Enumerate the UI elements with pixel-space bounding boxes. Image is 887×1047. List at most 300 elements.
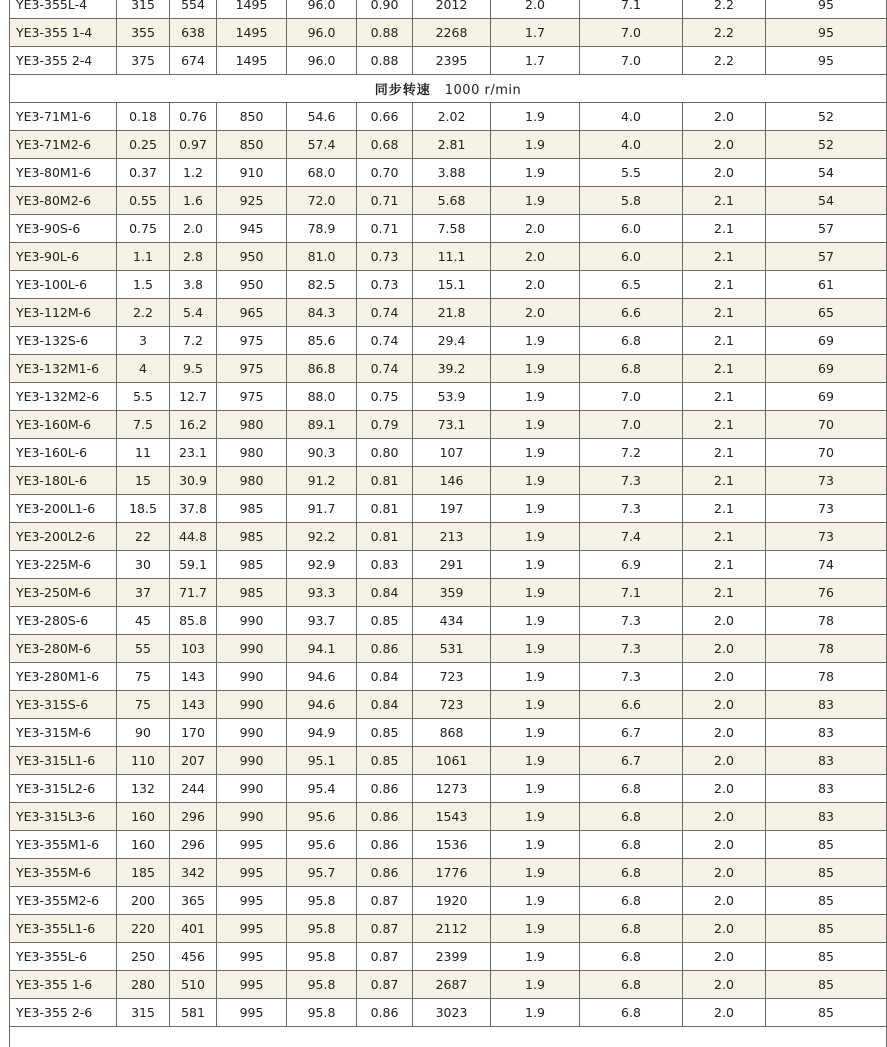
- value-cell: 0.87: [357, 943, 413, 971]
- value-cell: 170: [170, 719, 217, 747]
- value-cell: 1.9: [491, 803, 580, 831]
- value-cell: 554: [170, 0, 217, 19]
- table-row: [10, 383, 887, 411]
- value-cell: 68.0: [287, 159, 357, 187]
- value-cell: 52: [766, 103, 887, 131]
- value-cell: 990: [217, 635, 287, 663]
- value-cell: 985: [217, 551, 287, 579]
- section-title: 同步转速: [375, 83, 431, 98]
- table-row: [10, 523, 887, 551]
- value-cell: 94.1: [287, 635, 357, 663]
- value-cell: 3.8: [170, 271, 217, 299]
- value-cell: 2.0: [683, 663, 766, 691]
- value-cell: 88.0: [287, 383, 357, 411]
- value-cell: 85: [766, 915, 887, 943]
- value-cell: 2.2: [683, 19, 766, 47]
- value-cell: 2399: [413, 943, 491, 971]
- value-cell: 0.84: [357, 663, 413, 691]
- table-tail-cell: [10, 1027, 887, 1047]
- value-cell: 73: [766, 495, 887, 523]
- value-cell: 96.0: [287, 19, 357, 47]
- value-cell: 0.86: [357, 775, 413, 803]
- six-pole-rows: [10, 103, 887, 1027]
- value-cell: 6.8: [580, 355, 683, 383]
- value-cell: 2.2: [117, 299, 170, 327]
- value-cell: 2.0: [683, 635, 766, 663]
- value-cell: 1.9: [491, 719, 580, 747]
- value-cell: 296: [170, 831, 217, 859]
- value-cell: 0.74: [357, 355, 413, 383]
- value-cell: 73: [766, 523, 887, 551]
- value-cell: 980: [217, 439, 287, 467]
- value-cell: 1495: [217, 0, 287, 19]
- value-cell: 244: [170, 775, 217, 803]
- value-cell: 69: [766, 383, 887, 411]
- value-cell: 2.1: [683, 187, 766, 215]
- model-cell: YE3-315M-6: [10, 719, 117, 747]
- value-cell: 61: [766, 271, 887, 299]
- value-cell: 945: [217, 215, 287, 243]
- value-cell: 1.9: [491, 411, 580, 439]
- value-cell: 1.9: [491, 439, 580, 467]
- value-cell: 213: [413, 523, 491, 551]
- value-cell: 2.1: [683, 243, 766, 271]
- value-cell: 5.5: [117, 383, 170, 411]
- value-cell: 355: [117, 19, 170, 47]
- table-row: [10, 187, 887, 215]
- value-cell: 985: [217, 495, 287, 523]
- value-cell: 0.74: [357, 299, 413, 327]
- value-cell: 531: [413, 635, 491, 663]
- value-cell: 2.0: [683, 607, 766, 635]
- value-cell: 207: [170, 747, 217, 775]
- value-cell: 6.8: [580, 803, 683, 831]
- value-cell: 30: [117, 551, 170, 579]
- value-cell: 2.0: [683, 803, 766, 831]
- value-cell: 2.0: [683, 719, 766, 747]
- value-cell: 510: [170, 971, 217, 999]
- value-cell: 1.9: [491, 635, 580, 663]
- value-cell: 2.8: [170, 243, 217, 271]
- value-cell: 76: [766, 579, 887, 607]
- value-cell: 57.4: [287, 131, 357, 159]
- value-cell: 6.7: [580, 747, 683, 775]
- value-cell: 0.86: [357, 859, 413, 887]
- model-cell: YE3-315S-6: [10, 691, 117, 719]
- value-cell: 83: [766, 747, 887, 775]
- value-cell: 2.2: [683, 47, 766, 75]
- table-row: [10, 243, 887, 271]
- value-cell: 0.18: [117, 103, 170, 131]
- value-cell: 0.86: [357, 803, 413, 831]
- value-cell: 1.9: [491, 551, 580, 579]
- value-cell: 143: [170, 663, 217, 691]
- value-cell: 0.71: [357, 187, 413, 215]
- value-cell: 197: [413, 495, 491, 523]
- model-cell: YE3-90L-6: [10, 243, 117, 271]
- value-cell: 296: [170, 803, 217, 831]
- value-cell: 132: [117, 775, 170, 803]
- table-tail: [10, 1027, 887, 1047]
- value-cell: 1.2: [170, 159, 217, 187]
- value-cell: 0.85: [357, 607, 413, 635]
- value-cell: 2.0: [491, 215, 580, 243]
- value-cell: 6.7: [580, 719, 683, 747]
- value-cell: 975: [217, 327, 287, 355]
- value-cell: 1.9: [491, 523, 580, 551]
- value-cell: 95.8: [287, 943, 357, 971]
- value-cell: 1.6: [170, 187, 217, 215]
- model-cell: YE3-80M2-6: [10, 187, 117, 215]
- value-cell: 0.76: [170, 103, 217, 131]
- value-cell: 4: [117, 355, 170, 383]
- model-cell: YE3-200L1-6: [10, 495, 117, 523]
- value-cell: 1.9: [491, 383, 580, 411]
- value-cell: 4.0: [580, 103, 683, 131]
- table-row: [10, 999, 887, 1027]
- value-cell: 1.9: [491, 355, 580, 383]
- value-cell: 0.80: [357, 439, 413, 467]
- table-row: [10, 831, 887, 859]
- value-cell: 94.6: [287, 691, 357, 719]
- value-cell: 83: [766, 775, 887, 803]
- value-cell: 2.0: [491, 0, 580, 19]
- value-cell: 0.55: [117, 187, 170, 215]
- model-cell: YE3-355 1-6: [10, 971, 117, 999]
- value-cell: 995: [217, 887, 287, 915]
- value-cell: 0.71: [357, 215, 413, 243]
- value-cell: 1.9: [491, 943, 580, 971]
- value-cell: 456: [170, 943, 217, 971]
- value-cell: 71.7: [170, 579, 217, 607]
- model-cell: YE3-132M1-6: [10, 355, 117, 383]
- value-cell: 1.9: [491, 999, 580, 1027]
- value-cell: 2.0: [683, 691, 766, 719]
- value-cell: 1.9: [491, 467, 580, 495]
- table-row: [10, 19, 887, 47]
- value-cell: 2.0: [683, 747, 766, 775]
- value-cell: 0.81: [357, 523, 413, 551]
- value-cell: 980: [217, 411, 287, 439]
- value-cell: 96.0: [287, 47, 357, 75]
- value-cell: 6.8: [580, 327, 683, 355]
- value-cell: 7.5: [117, 411, 170, 439]
- table-row: [10, 663, 887, 691]
- table-row: [10, 691, 887, 719]
- value-cell: 83: [766, 691, 887, 719]
- value-cell: 69: [766, 355, 887, 383]
- value-cell: 910: [217, 159, 287, 187]
- table-row: [10, 579, 887, 607]
- table-row: [10, 943, 887, 971]
- value-cell: 990: [217, 691, 287, 719]
- value-cell: 73: [766, 467, 887, 495]
- table-row: [10, 47, 887, 75]
- value-cell: 75: [117, 663, 170, 691]
- model-cell: YE3-200L2-6: [10, 523, 117, 551]
- table-row: [10, 747, 887, 775]
- value-cell: 2.0: [491, 271, 580, 299]
- value-cell: 995: [217, 999, 287, 1027]
- model-cell: YE3-355M1-6: [10, 831, 117, 859]
- value-cell: 6.6: [580, 299, 683, 327]
- value-cell: 638: [170, 19, 217, 47]
- value-cell: 950: [217, 271, 287, 299]
- value-cell: 280: [117, 971, 170, 999]
- table-row: [10, 327, 887, 355]
- value-cell: 0.75: [357, 383, 413, 411]
- model-cell: YE3-80M1-6: [10, 159, 117, 187]
- model-cell: YE3-90S-6: [10, 215, 117, 243]
- model-cell: YE3-160M-6: [10, 411, 117, 439]
- table-row: [10, 719, 887, 747]
- value-cell: 0.66: [357, 103, 413, 131]
- table-row: [10, 495, 887, 523]
- value-cell: 1273: [413, 775, 491, 803]
- model-cell: YE3-355L1-6: [10, 915, 117, 943]
- value-cell: 0.84: [357, 691, 413, 719]
- table-row: [10, 439, 887, 467]
- value-cell: 6.8: [580, 887, 683, 915]
- value-cell: 2.1: [683, 579, 766, 607]
- value-cell: 375: [117, 47, 170, 75]
- value-cell: 146: [413, 467, 491, 495]
- value-cell: 995: [217, 943, 287, 971]
- value-cell: 2.02: [413, 103, 491, 131]
- value-cell: 15: [117, 467, 170, 495]
- value-cell: 1.9: [491, 187, 580, 215]
- value-cell: 6.0: [580, 243, 683, 271]
- value-cell: 1.9: [491, 131, 580, 159]
- value-cell: 12.7: [170, 383, 217, 411]
- value-cell: 7.0: [580, 47, 683, 75]
- table-row: [10, 803, 887, 831]
- value-cell: 365: [170, 887, 217, 915]
- value-cell: 2.1: [683, 467, 766, 495]
- value-cell: 44.8: [170, 523, 217, 551]
- value-cell: 2687: [413, 971, 491, 999]
- value-cell: 1.9: [491, 831, 580, 859]
- value-cell: 2.0: [683, 159, 766, 187]
- table-row: [10, 635, 887, 663]
- value-cell: 95: [766, 47, 887, 75]
- value-cell: 975: [217, 355, 287, 383]
- value-cell: 250: [117, 943, 170, 971]
- value-cell: 72.0: [287, 187, 357, 215]
- value-cell: 95.8: [287, 915, 357, 943]
- value-cell: 57: [766, 215, 887, 243]
- value-cell: 990: [217, 719, 287, 747]
- value-cell: 674: [170, 47, 217, 75]
- value-cell: 723: [413, 663, 491, 691]
- value-cell: 2.1: [683, 271, 766, 299]
- value-cell: 1.9: [491, 915, 580, 943]
- value-cell: 965: [217, 299, 287, 327]
- value-cell: 2.0: [683, 775, 766, 803]
- value-cell: 2112: [413, 915, 491, 943]
- value-cell: 85: [766, 831, 887, 859]
- value-cell: 2.0: [491, 299, 580, 327]
- value-cell: 9.5: [170, 355, 217, 383]
- value-cell: 0.88: [357, 47, 413, 75]
- section-header-row: [10, 75, 887, 103]
- value-cell: 85: [766, 859, 887, 887]
- value-cell: 220: [117, 915, 170, 943]
- value-cell: 0.87: [357, 971, 413, 999]
- value-cell: 6.6: [580, 691, 683, 719]
- value-cell: 1.9: [491, 495, 580, 523]
- value-cell: 86.8: [287, 355, 357, 383]
- value-cell: 3: [117, 327, 170, 355]
- value-cell: 185: [117, 859, 170, 887]
- value-cell: 7.58: [413, 215, 491, 243]
- table-row: [10, 103, 887, 131]
- value-cell: 92.9: [287, 551, 357, 579]
- table-row: [10, 131, 887, 159]
- value-cell: 1061: [413, 747, 491, 775]
- value-cell: 2.0: [683, 971, 766, 999]
- value-cell: 7.2: [170, 327, 217, 355]
- value-cell: 7.0: [580, 383, 683, 411]
- value-cell: 160: [117, 803, 170, 831]
- value-cell: 29.4: [413, 327, 491, 355]
- value-cell: 2.1: [683, 495, 766, 523]
- table-row: [10, 411, 887, 439]
- value-cell: 2.0: [683, 131, 766, 159]
- value-cell: 54: [766, 187, 887, 215]
- value-cell: 925: [217, 187, 287, 215]
- value-cell: 1.9: [491, 103, 580, 131]
- value-cell: 0.68: [357, 131, 413, 159]
- value-cell: 91.7: [287, 495, 357, 523]
- value-cell: 1.1: [117, 243, 170, 271]
- value-cell: 5.68: [413, 187, 491, 215]
- value-cell: 65: [766, 299, 887, 327]
- table-row: [10, 355, 887, 383]
- value-cell: 7.4: [580, 523, 683, 551]
- table-row: [10, 971, 887, 999]
- value-cell: 5.4: [170, 299, 217, 327]
- value-cell: 2.1: [683, 327, 766, 355]
- model-cell: YE3-132M2-6: [10, 383, 117, 411]
- model-cell: YE3-250M-6: [10, 579, 117, 607]
- value-cell: 2.1: [683, 355, 766, 383]
- value-cell: 359: [413, 579, 491, 607]
- value-cell: 1.7: [491, 19, 580, 47]
- value-cell: 0.97: [170, 131, 217, 159]
- value-cell: 59.1: [170, 551, 217, 579]
- section-speed: 1000 r/min: [445, 83, 521, 98]
- value-cell: 0.79: [357, 411, 413, 439]
- value-cell: 980: [217, 467, 287, 495]
- value-cell: 96.0: [287, 0, 357, 19]
- value-cell: 85: [766, 999, 887, 1027]
- table-row: [10, 887, 887, 915]
- value-cell: 1543: [413, 803, 491, 831]
- value-cell: 2.0: [683, 943, 766, 971]
- value-cell: 84.3: [287, 299, 357, 327]
- value-cell: 0.25: [117, 131, 170, 159]
- value-cell: 73.1: [413, 411, 491, 439]
- table-row: [10, 775, 887, 803]
- value-cell: 0.73: [357, 271, 413, 299]
- table-row: [10, 271, 887, 299]
- value-cell: 2.0: [683, 887, 766, 915]
- value-cell: 0.90: [357, 0, 413, 19]
- value-cell: 83: [766, 803, 887, 831]
- value-cell: 6.8: [580, 775, 683, 803]
- value-cell: 990: [217, 803, 287, 831]
- value-cell: 2268: [413, 19, 491, 47]
- value-cell: 6.8: [580, 915, 683, 943]
- value-cell: 990: [217, 747, 287, 775]
- value-cell: 110: [117, 747, 170, 775]
- table-row: [10, 215, 887, 243]
- value-cell: 0.87: [357, 887, 413, 915]
- value-cell: 1.9: [491, 579, 580, 607]
- value-cell: 990: [217, 775, 287, 803]
- value-cell: 11.1: [413, 243, 491, 271]
- value-cell: 5.5: [580, 159, 683, 187]
- value-cell: 0.88: [357, 19, 413, 47]
- value-cell: 74: [766, 551, 887, 579]
- value-cell: 1920: [413, 887, 491, 915]
- table-row: [10, 859, 887, 887]
- value-cell: 18.5: [117, 495, 170, 523]
- value-cell: 90: [117, 719, 170, 747]
- value-cell: 6.5: [580, 271, 683, 299]
- value-cell: 22: [117, 523, 170, 551]
- value-cell: 0.86: [357, 635, 413, 663]
- value-cell: 2.1: [683, 383, 766, 411]
- value-cell: 6.0: [580, 215, 683, 243]
- value-cell: 11: [117, 439, 170, 467]
- model-cell: YE3-100L-6: [10, 271, 117, 299]
- value-cell: 6.8: [580, 859, 683, 887]
- value-cell: 2395: [413, 47, 491, 75]
- value-cell: 95.6: [287, 803, 357, 831]
- value-cell: 0.37: [117, 159, 170, 187]
- value-cell: 581: [170, 999, 217, 1027]
- value-cell: 55: [117, 635, 170, 663]
- value-cell: 93.3: [287, 579, 357, 607]
- value-cell: 1.9: [491, 775, 580, 803]
- value-cell: 7.0: [580, 411, 683, 439]
- value-cell: 990: [217, 663, 287, 691]
- value-cell: 1.9: [491, 747, 580, 775]
- value-cell: 291: [413, 551, 491, 579]
- value-cell: 53.9: [413, 383, 491, 411]
- value-cell: 7.1: [580, 0, 683, 19]
- model-cell: YE3-355 2-6: [10, 999, 117, 1027]
- value-cell: 342: [170, 859, 217, 887]
- value-cell: 6.8: [580, 831, 683, 859]
- value-cell: 975: [217, 383, 287, 411]
- model-cell: YE3-280M-6: [10, 635, 117, 663]
- value-cell: 23.1: [170, 439, 217, 467]
- value-cell: 2.1: [683, 215, 766, 243]
- value-cell: 995: [217, 971, 287, 999]
- section-header-cell: [10, 75, 887, 103]
- model-cell: YE3-132S-6: [10, 327, 117, 355]
- value-cell: 2.1: [683, 411, 766, 439]
- model-cell: YE3-355M2-6: [10, 887, 117, 915]
- table-row: [10, 299, 887, 327]
- value-cell: 1495: [217, 47, 287, 75]
- table-tail-row: [10, 1027, 887, 1047]
- value-cell: 723: [413, 691, 491, 719]
- value-cell: 1.9: [491, 663, 580, 691]
